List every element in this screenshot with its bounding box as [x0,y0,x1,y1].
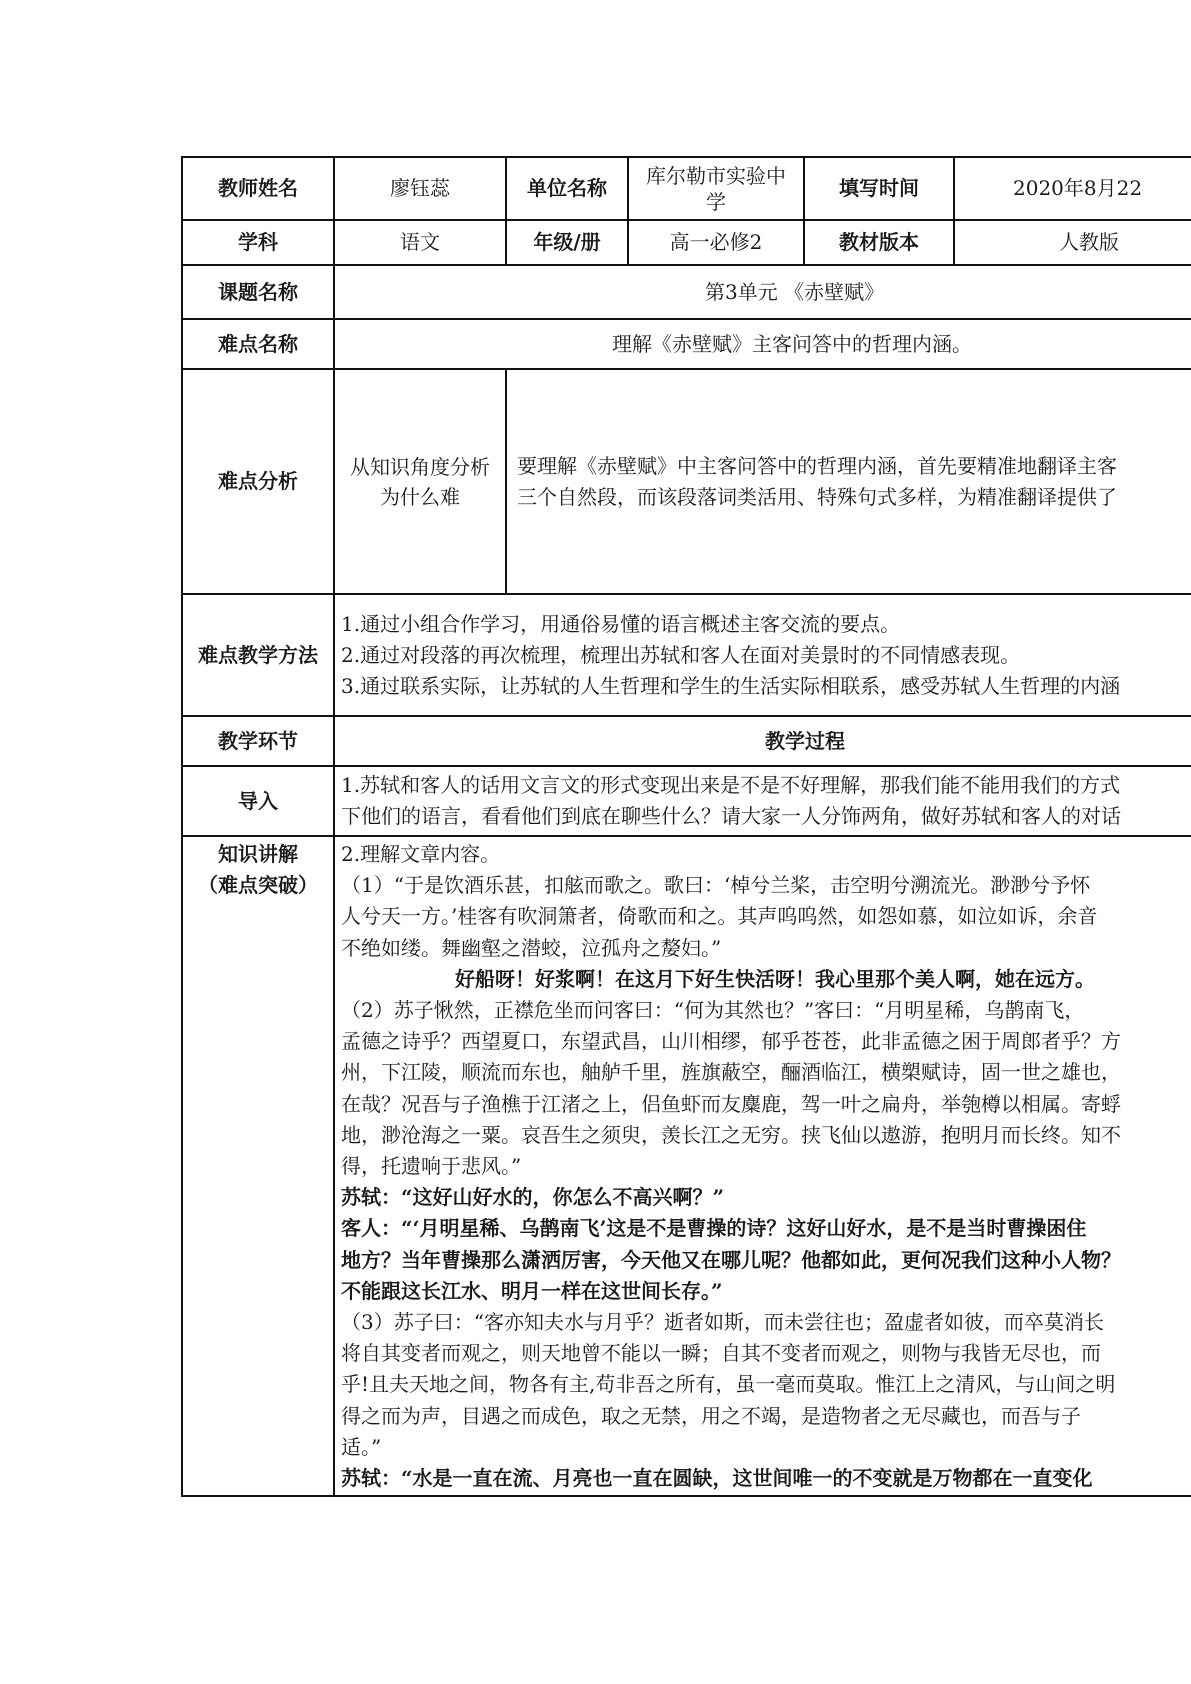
method-item: 2.通过对段落的再次梳理，梳理出苏轼和客人在面对美景时的不同情感表现。 [341,642,1021,667]
analysis-sub-label-line2: 为什么难 [380,484,460,509]
teacher-name-value: 廖钰蕊 [334,157,506,220]
difficulty-value: 理解《赤壁赋》主客问答中的哲理内涵。 [334,319,1191,369]
row-difficulty [182,319,1191,369]
topic-label: 课题名称 [182,265,334,319]
lecture-line: 将自其变者而观之，则天地曾不能以一瞬；自其不变者而观之，则物与我皆无尽也，而 [341,1341,1101,1366]
process-header-value: 教学过程 [334,716,1191,766]
lecture-line: （2）苏子愀然，正襟危坐而问客曰：“何为其然也？”客曰：“月明星稀，乌鹊南飞， [341,998,1085,1023]
subject-label: 学科 [182,220,334,265]
lecture-label-line1: 知识讲解 [218,842,298,866]
difficulty-label: 难点名称 [182,319,334,369]
edition-value: 人教版 [954,220,1191,265]
row-methods [182,594,1191,716]
analysis-label: 难点分析 [182,369,334,594]
teacher-name-label: 教师姓名 [182,157,334,220]
unit-name-label: 单位名称 [506,157,628,220]
lesson-plan-table [181,156,1191,1497]
analysis-sub-label-line1: 从知识角度分析 [350,454,490,479]
lecture-line: 地方？当年曹操那么潇洒厉害，今天他又在哪儿呢？他都如此，更何况我们这种小人物？ [341,1247,1121,1272]
row-analysis [182,369,1191,594]
lecture-line: 适。” [341,1434,382,1459]
lecture-lines [335,839,1191,1494]
lecture-line: 得之而为声，目遇之而成色，取之无禁，用之不竭，是造物者之无尽藏也，而吾与子 [341,1403,1081,1428]
row-topic [182,265,1191,319]
analysis-sub-label [334,369,506,594]
method-item: 3.通过联系实际，让苏轼的人生哲理和学生的生活实际相联系，感受苏轼人生哲理的内涵 [341,673,1121,698]
lecture-line: （1）“于是饮酒乐甚，扣舷而歌之。歌曰：‘棹兮兰桨，击空明兮溯流光。渺渺兮予怀 [341,873,1091,898]
method-item: 1.通过小组合作学习，用通俗易懂的语言概述主客交流的要点。 [341,611,901,636]
subject-value: 语文 [334,220,506,265]
fill-date-value: 2020年8月22 [954,157,1191,220]
analysis-text-line2: 三个自然段，而该段落词类活用、特殊句式多样，为精准翻译提供了 [517,484,1117,509]
methods-label: 难点教学方法 [182,594,334,716]
lecture-line: 在哉？况吾与子渔樵于江渚之上，侣鱼虾而友麋鹿，驾一叶之扁舟，举匏樽以相属。寄蜉 [341,1091,1121,1116]
lecture-line: 客人：“‘月明星稀、乌鹊南飞’这是不是曹操的诗？这好山好水，是不是当时曹操困住 [341,1216,1087,1241]
lecture-line: 地，渺沧海之一粟。哀吾生之须臾，羡长江之无穷。挟飞仙以遨游，抱明月而长终。知不 [341,1122,1121,1147]
lecture-line: （3）苏子曰：“客亦知夫水与月乎？逝者如斯，而未尝往也；盈虚者如彼，而卒莫消长 [341,1310,1104,1335]
row-process-header [182,716,1191,766]
intro-label: 导入 [182,766,334,836]
edition-label: 教材版本 [804,220,954,265]
grade-value: 高一必修2 [628,220,804,265]
unit-name-line1: 库尔勒市实验中 [646,163,786,188]
lecture-line: 乎!且夫天地之间，物各有主,苟非吾之所有，虽一毫而莫取。惟江上之清风，与山间之明 [341,1372,1116,1397]
lecture-line: 州，下江陵，顺流而东也，舳舻千里，旌旗蔽空，酾酒临江，横槊赋诗，固一世之雄也， [341,1060,1121,1085]
methods-list [334,594,1191,716]
unit-name-line2: 学 [706,189,726,214]
row-lecture [182,836,1191,1496]
lecture-label [182,836,334,1496]
row-subject-info [182,220,1191,265]
row-intro [182,766,1191,836]
unit-name-value [628,157,804,220]
lecture-body [334,836,1191,1496]
lecture-line: 不能跟这长江水、明月一样在这世间长存。” [341,1278,723,1303]
lecture-line: 孟德之诗乎？西望夏口，东望武昌，山川相缪，郁乎苍苍，此非孟德之困于周郎者乎？方 [341,1029,1121,1054]
lecture-line: 人兮天一方。’桂客有吹洞箫者，倚歌而和之。其声呜呜然，如怨如慕，如泣如诉，余音 [341,904,1098,929]
topic-value: 第3单元 《赤壁赋》 [334,265,1191,319]
analysis-text [506,369,1191,594]
lecture-line: 苏轼：“这好山好水的，你怎么不高兴啊？” [341,1185,725,1210]
intro-line1: 1.苏轼和客人的话用文言文的形式变现出来是不是不好理解，那我们能不能用我们的方式 [341,773,1121,797]
stage-header-label: 教学环节 [182,716,334,766]
lecture-line: 2.理解文章内容。 [341,842,501,866]
fill-date-label: 填写时间 [804,157,954,220]
analysis-text-line1: 要理解《赤壁赋》中主客问答中的哲理内涵，首先要精准地翻译主客 [517,453,1117,478]
grade-label: 年级/册 [506,220,628,265]
row-teacher-info [182,157,1191,220]
intro-line2: 下他们的语言，看看他们到底在聊些什么？请大家一人分饰两角，做好苏轼和客人的对话 [341,804,1121,828]
intro-text [334,766,1191,836]
lecture-line: 苏轼：“水是一直在流、月亮也一直在圆缺，这世间唯一的不变就是万物都在一直变化 [341,1466,1093,1491]
lecture-line: 得，托遗响于悲风。” [341,1154,522,1179]
lecture-line: 不绝如缕。舞幽壑之潜蛟，泣孤舟之嫠妇。” [341,935,722,960]
lecture-label-line2: （难点突破） [198,873,318,897]
lecture-line: 好船呀！好浆啊！在这月下好生快活呀！我心里那个美人啊，她在远方。 [455,966,1095,991]
